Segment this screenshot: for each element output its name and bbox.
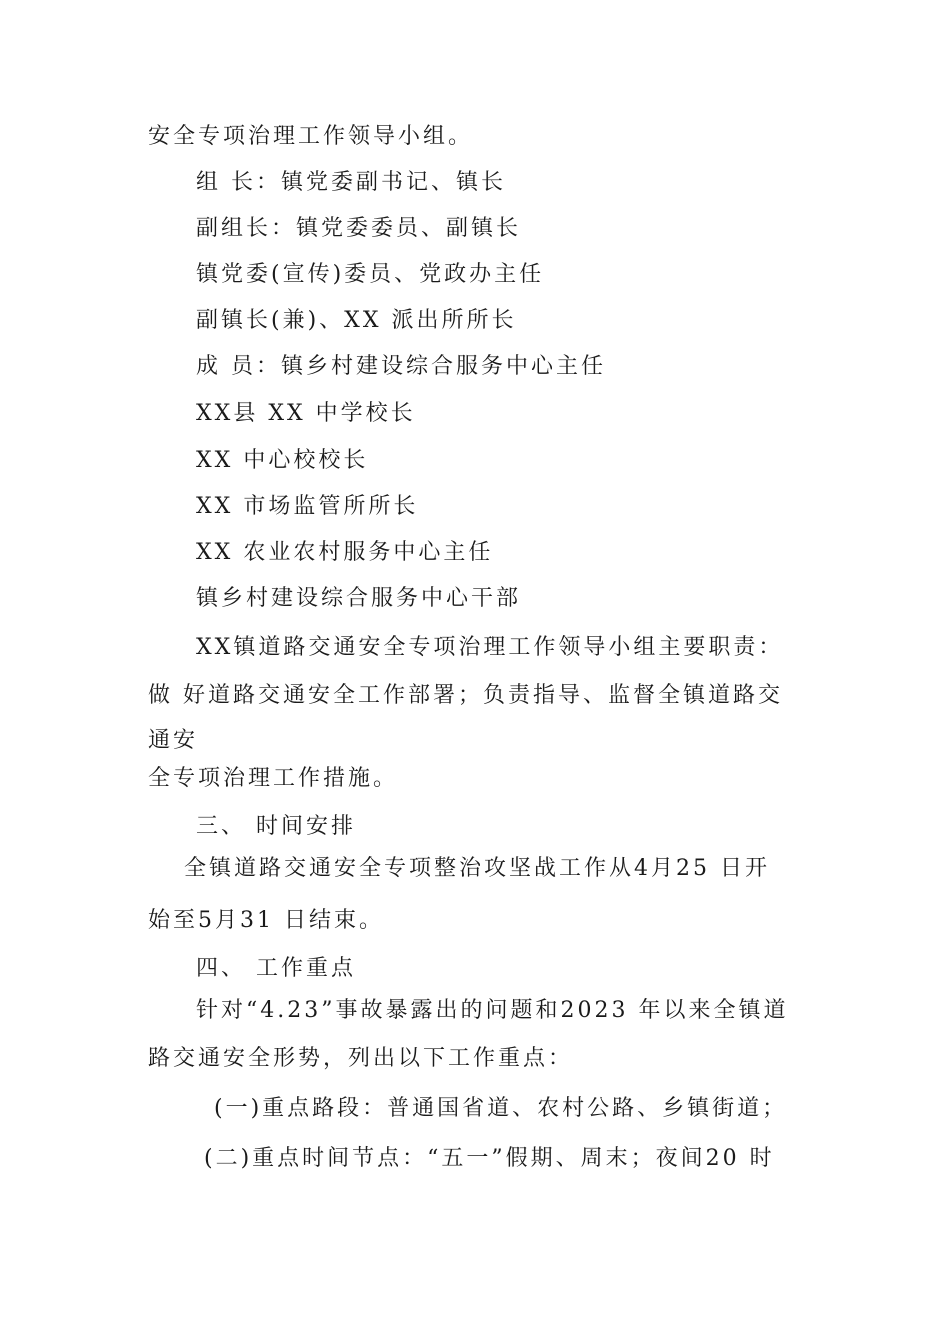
text-line-11: 镇乡村建设综合服务中心干部 xyxy=(196,586,522,611)
text-line-15: 全专项治理工作措施。 xyxy=(148,766,399,791)
text-line-9: XX 市场监管所所长 xyxy=(196,494,419,519)
text-line-14: 通安 xyxy=(148,728,199,753)
text-line-7: XX县 XX 中学校长 xyxy=(196,401,416,426)
group-leader-line: 组 长：镇党委副书记、镇长 xyxy=(196,170,506,195)
text-line-21: 路交通安全形势，列出以下工作重点： xyxy=(148,1046,574,1071)
text-line-8: XX 中心校校长 xyxy=(196,448,369,473)
section-heading-focus: 四、 工作重点 xyxy=(196,956,356,981)
deputy-leader-line: 副组长：镇党委委员、副镇长 xyxy=(196,216,522,241)
list-item-2: (二)重点时间节点：“五一”假期、周末；夜间20 时 xyxy=(204,1146,775,1171)
text-line-17: 全镇道路交通安全专项整治攻坚战工作从4月25 日开 xyxy=(184,856,770,881)
section-heading-schedule: 三、 时间安排 xyxy=(196,814,356,839)
text-line-1: 安全专项治理工作领导小组。 xyxy=(148,124,474,149)
text-line-20: 针对“4.23”事故暴露出的问题和2023 年以来全镇道 xyxy=(196,998,789,1023)
text-line-18: 始至5月31 日结束。 xyxy=(148,908,384,933)
members-line: 成 员：镇乡村建设综合服务中心主任 xyxy=(196,354,606,379)
duties-heading-line: XX镇道路交通安全专项治理工作领导小组主要职责： xyxy=(196,635,784,660)
list-item-1: (一)重点路段：普通国省道、农村公路、乡镇街道； xyxy=(214,1096,788,1121)
text-line-13: 做 好道路交通安全工作部署；负责指导、监督全镇道路交 xyxy=(148,683,783,708)
text-line-4: 镇党委(宣传)委员、党政办主任 xyxy=(196,262,545,287)
text-line-5: 副镇长(兼)、XX 派出所所长 xyxy=(196,308,517,333)
text-line-10: XX 农业农村服务中心主任 xyxy=(196,540,494,565)
